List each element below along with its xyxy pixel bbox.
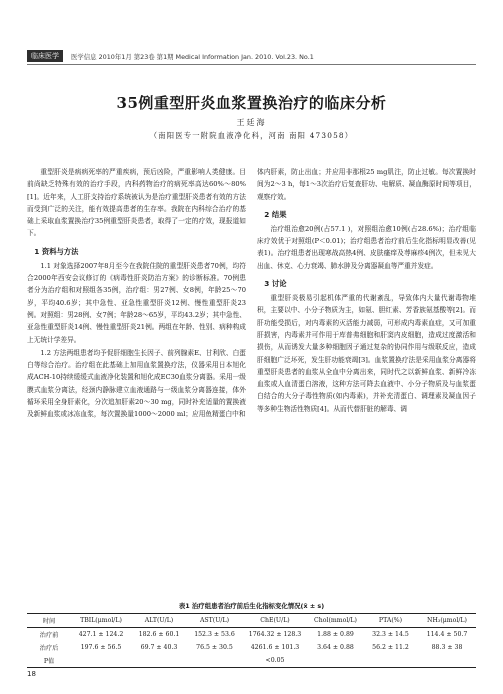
table-cell: 114.4 ± 50.7 (426, 631, 468, 638)
header-cell-ast: AST(U/L) (199, 617, 230, 624)
table-cell: 197.6 ± 56.5 (80, 644, 122, 651)
table-cell: 76.5 ± 30.5 (196, 644, 233, 651)
table-cell: <0.05 (265, 657, 285, 664)
table-cell: 88.3 ± 38 (431, 644, 463, 651)
biochemical-indicators-table (27, 613, 476, 668)
right-column (257, 166, 476, 596)
subsection-1-2: 1.2 方法两组患者均予促肝细胞生长因子、前列腺素E、甘利欣、白蛋白等综合治疗。治疗组在此基础上加用血浆置换疗法，仪器采用日本旭化成ACH-10持续缓缓式血液净化装置和旭化成EC30血浆分离器。采用一级膜式血浆分离法，经颈内静脉建立血液通路与一级血浆分离器连接，体外循环采用全身肝素化，分次追加肝素20～30 mg，同时补充适量的置换液及新鲜血浆或冰冻血浆，每次置换量1000～2000 ml；应用鱼精蛋白中和 (27, 348, 246, 419)
table-cell: 4261.6 ± 101.3 (250, 644, 300, 651)
header-cell-time: 时间 (42, 618, 56, 625)
header-cell-nh3: NH₃(μmol/L) (427, 617, 467, 624)
table-cell: 182.6 ± 60.1 (138, 631, 180, 638)
section-tag: 临床医学 (27, 50, 63, 62)
header-divider (27, 64, 476, 65)
table-cell (363, 654, 418, 668)
section-heading-materials-methods: 1 资料与方法 (34, 246, 79, 256)
article-author: 王廷海 (236, 118, 267, 127)
page-number: 18 (27, 670, 36, 678)
table-cell (71, 654, 131, 668)
discussion-paragraph: 重型肝炎极易引起机体严重的代谢紊乱，导致体内大量代谢毒物堆积，主要以中、小分子物质为主，如氨、胆红素、芳香族氨基酸等[2]。而肝功能受损后，对内毒素的灭活能力减弱，可形成内毒素血症，又可加重肝损害，内毒素并可作用于库普弗细胞和肝窦内皮细胞，造成过度激活和损伤，从而诱发大量多种细胞因子通过复杂的协同作用与级联反应，造成肝细胞广泛坏死，发生肝功能衰竭[3]。血浆置换疗法是采用血浆分离器将重型肝炎患者的血浆从全血中分离出来，同时代之以新鲜血浆、新鲜冷冻血浆或人血清蛋白溶液，这种方法可降去血液中、小分子物质及与血浆蛋白结合的大分子毒性物质(如内毒素)，并补充清蛋白、调理素及凝血因子等多种生物活性物质[4]。从而代替肝脏的解毒、调 (257, 294, 476, 413)
table-cell (187, 654, 242, 668)
journal-info: 医学信息 2010年1月 第23卷 第1期 Medical Information Jan. 2010. Vol.23. No.1 (71, 52, 314, 61)
table-cell: 427.1 ± 124.2 (78, 631, 124, 638)
section-heading-results: 2 结果 (264, 209, 287, 219)
journal-header (27, 50, 476, 62)
table-row (27, 641, 476, 654)
table-cell: 治疗前 (39, 632, 59, 639)
section-heading-discussion: 3 讨论 (264, 279, 287, 289)
methods-continued-paragraph: 体内肝素，防止出血；并应用非那根25 mg肌注，防止过敏。每次置换时间为2～3 h，每1～3次治疗后复查肝功、电解质、凝血酶原时间等项目，观察疗效。 (257, 168, 476, 201)
table-cell: 治疗后 (39, 645, 59, 652)
table-cell: 152.3 ± 53.6 (194, 631, 235, 638)
header-cell-chol: Chol(mmol/L) (314, 617, 357, 624)
article-affiliation: （南阳医专一附院血液净化科，河南 南阳 473058） (149, 131, 354, 140)
table-row (27, 654, 476, 668)
header-cell-che: ChE(U/L) (260, 617, 290, 624)
table-row (27, 628, 476, 642)
table-cell: 3.64 ± 0.88 (317, 644, 354, 651)
intro-paragraph: 重型肝炎是病病死率的严重疾病，预后凶险，严重影响人类健康。目前尚缺乏特殊有效的治疗手段，内科药物治疗的病死率高达60%～80%[1]。近年来，人工肝支持治疗系统被认为是治疗重型肝炎患者有效的方法而受到广泛的关注，能有效提高患者的生存率。我院在内科综合治疗的基础上采取血浆置换治疗35例重型肝炎患者，取得了一定的疗效，现报道如下。 (27, 168, 246, 238)
table-cell (418, 654, 476, 668)
header-cell-pta: PTA(%) (378, 617, 403, 624)
article-title: 35例重型肝炎血浆置换治疗的临床分析 (116, 94, 387, 112)
table-cell: 32.3 ± 14.5 (372, 631, 409, 638)
table-cell: 1764.32 ± 128.3 (248, 631, 302, 638)
table-cell: 1.88 ± 0.89 (317, 631, 354, 638)
table-cell: 69.7 ± 40.3 (140, 644, 178, 651)
header-cell-alt: ALT(U/L) (144, 617, 174, 624)
table-cell (131, 654, 187, 668)
header-cell-tbil: TBIL(μmol/L) (80, 617, 122, 624)
table-cell: 56.2 ± 11.2 (372, 644, 409, 651)
table-caption: 表1 治疗组患者治疗前后生化指标变化情况(x̄ ± s) (178, 602, 325, 610)
table-cell (308, 654, 363, 668)
table-header-row (27, 614, 476, 628)
results-paragraph: 治疗组治愈20例(占57.1 )，对照组治愈10例(占28.6%)；治疗组临床疗效优于对照组(P＜0.01)；治疗组患者治疗前后生化指标明显改善(见表1)。治疗组患者出现寒战高热4例、皮肤瘙痒及荨麻疹4例次，但未见大出血、休克、心力衰竭、肺水肿及分离器凝血等严重并发症。 (257, 224, 476, 270)
subsection-1-1: 1.1 对象选择2007年8月至今在我院住院的重型肝炎患者70例，均符合2000年西安会议修订的《病毒性肝炎防治方案》的诊断标准。70例患者分为治疗组和对照组各35例，治疗组：男27例、女8例，年龄25～70岁，平均40.6岁；其中急性、亚急性重型肝炎12例、慢性重型肝炎23例。对照组：男28例、女7例；年龄28～65岁，平均43.2岁；其中急性、亚急性重型肝炎14例、慢性重型肝炎21例。两组在年龄、性别、病种构成上无统计学差异。 (27, 261, 246, 344)
table-cell: P值 (43, 658, 55, 665)
left-column (27, 166, 246, 596)
